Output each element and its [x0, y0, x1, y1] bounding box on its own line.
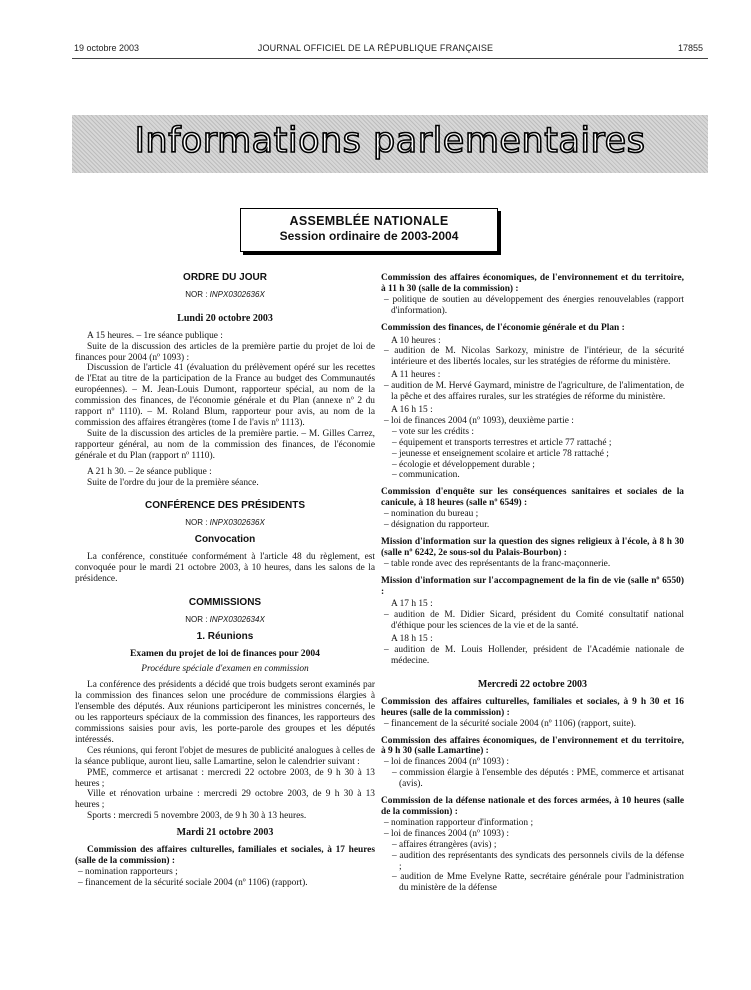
commission-heading: Mission d'information sur la question des signes religieux à l'école, à 8 h 30 (salle nº 6242, 2e sous-sol du Palais-Bourbon) :	[381, 536, 684, 558]
list-item: – audition de M. Hervé Gaymard, ministre de l'agriculture, de l'alimentation, de la pêche et des affaires rurales, sur les stratégies de réforme du ministère.	[384, 381, 684, 403]
paragraph: Discussion de l'article 41 (évaluation du prélèvement opéré sur les recettes de l'Etat au titre de la participation de la France au budget des Communautés européennes). – M. Jean-Louis Dumont, rapporteur spécial, au nom de la commission des finances, de l'économie générale et du Plan (annexe nº 2 du rapport nº 1110). – M. Roland Blum, rapporteur pour avis, au nom de la commission des affaires étrangères (tome I de l'avis nº 1113).	[75, 363, 375, 428]
list-item: – écologie et développement durable ;	[392, 459, 535, 470]
list-item: – audition de M. Nicolas Sarkozy, ministre de l'intérieur, de la sécurité intérieure et des libertés locales, sur les stratégies de réforme du ministère.	[384, 346, 684, 368]
list-item: – audition de M. Louis Hollender, président de l'Académie nationale de médecine.	[384, 645, 684, 666]
header-rule	[72, 58, 708, 59]
list-item: – désignation du rapporteur.	[384, 520, 490, 531]
commission-heading: Mission d'information sur l'accompagnement de la fin de vie (salle nº 6550) :	[381, 575, 684, 597]
list-item: – loi de finances 2004 (nº 1093) :	[384, 757, 510, 768]
header-date: 19 octobre 2003	[74, 43, 140, 53]
list-item: – nomination rapporteur d'information ;	[384, 817, 534, 828]
list-item: – audition de M. Didier Sicard, président du Comité consultatif national d'éthique pour les sciences de la vie et de la santé.	[384, 610, 684, 632]
paragraph: Ces réunions, qui feront l'objet de mesures de publicité analogues à celles de la séance publique, auront lieu, salle Lamartine, selon le calendrier suivant :	[75, 745, 375, 767]
time-label: A 18 h 15 :	[391, 634, 433, 645]
list-item: – loi de finances 2004 (nº 1093) :	[384, 828, 510, 839]
list-item: – financement de la sécurité sociale 2004 (nº 1106) (rapport).	[78, 877, 308, 888]
ordre-du-jour-heading: ORDRE DU JOUR	[183, 272, 267, 283]
commission-heading: Commission de la défense nationale et des forces armées, à 10 heures (salle de la commission) :	[381, 796, 684, 817]
time-label: A 11 heures :	[391, 370, 441, 381]
procedure-heading: Procédure spéciale d'examen en commission	[141, 664, 309, 675]
day-heading: Mardi 21 octobre 2003	[176, 827, 274, 839]
paragraph: Sports : mercredi 5 novembre 2003, de 9 h 30 à 13 heures.	[87, 811, 307, 822]
paragraph: Suite de l'ordre du jour de la première séance.	[87, 477, 259, 488]
list-item: – loi de finances 2004 (nº 1093), deuxième partie :	[384, 415, 574, 426]
day-heading: Lundi 20 octobre 2003	[177, 312, 273, 324]
banner-title: Informations parlementaires	[134, 121, 646, 161]
list-item: – nomination rapporteurs ;	[78, 866, 178, 877]
section-banner	[72, 115, 708, 173]
assembly-box	[240, 208, 498, 252]
list-item: – financement de la sécurité sociale 2004 (nº 1106) (rapport, suite).	[384, 718, 636, 729]
session-title: Session ordinaire de 2003-2004	[279, 229, 459, 243]
paragraph: A 15 heures. – 1re séance publique :	[87, 330, 223, 341]
paragraph: Ville et rénovation urbaine : mercredi 29 octobre 2003, de 9 h 30 à 13 heures ;	[75, 789, 375, 811]
commissions-heading: COMMISSIONS	[188, 596, 262, 608]
reunions-heading: 1. Réunions	[196, 630, 254, 642]
paragraph: A 21 h 30. – 2e séance publique :	[87, 466, 212, 477]
paragraph: Suite de la discussion des articles de la première partie. – M. Gilles Carrez, rapporteur général, au nom de la commission des finances, de l'économie générale et du Plan (rapport nº 1110).	[75, 428, 375, 461]
list-item: – nomination du bureau ;	[384, 509, 479, 520]
nor-reference: NOR : INPX0302636X	[185, 289, 265, 299]
nor-reference: NOR : INPX0302636X	[185, 518, 265, 528]
paragraph: Commission des affaires culturelles, familiales et sociales, à 17 heures (salle de la commission) :	[75, 845, 375, 866]
list-item: – audition des représentants des syndicats des personnels civils de la défense ;	[392, 850, 684, 872]
list-item: – politique de soutien au développement des énergies renouvelables (rapport d'information).	[384, 294, 684, 316]
list-item: – vote sur les crédits :	[392, 426, 475, 437]
commission-heading: Commission des affaires économiques, de l'environnement et du territoire, à 9 h 30 (salle Lamartine) :	[381, 735, 684, 757]
list-item: – audition de Mme Evelyne Ratte, secrétaire générale pour l'administration du ministère de la défense	[392, 872, 684, 894]
list-item: – commission élargie à l'ensemble des députés : PME, commerce et artisanat (avis).	[392, 768, 684, 790]
commission-heading: Commission d'enquête sur les conséquences sanitaires et sociales de la canicule, à 18 heures (salle nº 6549) :	[381, 487, 684, 509]
paragraph: Suite de la discussion des articles de la première partie du projet de loi de finances pour 2004 (nº 1093) :	[75, 341, 375, 363]
left-column	[75, 273, 375, 889]
commission-heading: Commission des finances, de l'économie générale et du Plan :	[381, 322, 625, 333]
list-item: – jeunesse et enseignement scolaire et article 78 rattaché ;	[392, 448, 609, 459]
paragraph: La conférence des présidents a décidé que trois budgets seront examinés par la commission des finances selon une procédure de commissions élargies à l'ensemble des députés. Aux réunions participeront les ministres concernés, le ou les rapporteurs spéciaux de la commission des finances, les rapporteurs des commissions saisies pour avis, les porte-parole des groupes et les députés intéressés.	[75, 680, 375, 745]
paragraph: La conférence, constituée conformément à l'article 48 du règlement, est convoquée pour le mardi 21 octobre 2003, à 10 heures, dans les salons de la présidence.	[75, 552, 375, 584]
assembly-title: ASSEMBLÉE NATIONALE	[289, 214, 449, 228]
commission-heading: Commission des affaires économiques, de l'environnement et du territoire, à 11 h 30 (salle de la commission) :	[381, 273, 684, 294]
nor-reference: NOR : INPX0302634X	[185, 614, 265, 624]
commission-heading: Commission des affaires culturelles, familiales et sociales, à 9 h 30 et 16 heures (salle de la commission) :	[381, 696, 684, 718]
list-item: – communication.	[392, 470, 460, 481]
day-heading: Mercredi 22 octobre 2003	[477, 678, 588, 690]
time-label: A 17 h 15 :	[391, 599, 433, 610]
convocation-heading: Convocation	[194, 534, 256, 546]
paragraph: PME, commerce et artisanat : mercredi 22 octobre 2003, de 9 h 30 à 13 heures ;	[75, 767, 375, 789]
time-label: A 16 h 15 :	[391, 404, 433, 415]
header-journal-title: JOURNAL OFFICIEL DE LA RÉPUBLIQUE FRANÇAISE	[257, 43, 494, 53]
conference-heading: CONFÉRENCE DES PRÉSIDENTS	[144, 500, 306, 512]
header-page-number: 17855	[677, 43, 703, 53]
list-item: – affaires étrangères (avis) ;	[392, 839, 497, 850]
list-item: – table ronde avec des représentants de la franc-maçonnerie.	[384, 558, 611, 569]
examen-heading: Examen du projet de loi de finances pour 2004	[130, 647, 320, 659]
right-column	[381, 273, 684, 894]
list-item: – équipement et transports terrestres et article 77 rattaché ;	[392, 437, 612, 448]
time-label: A 10 heures :	[391, 335, 441, 346]
